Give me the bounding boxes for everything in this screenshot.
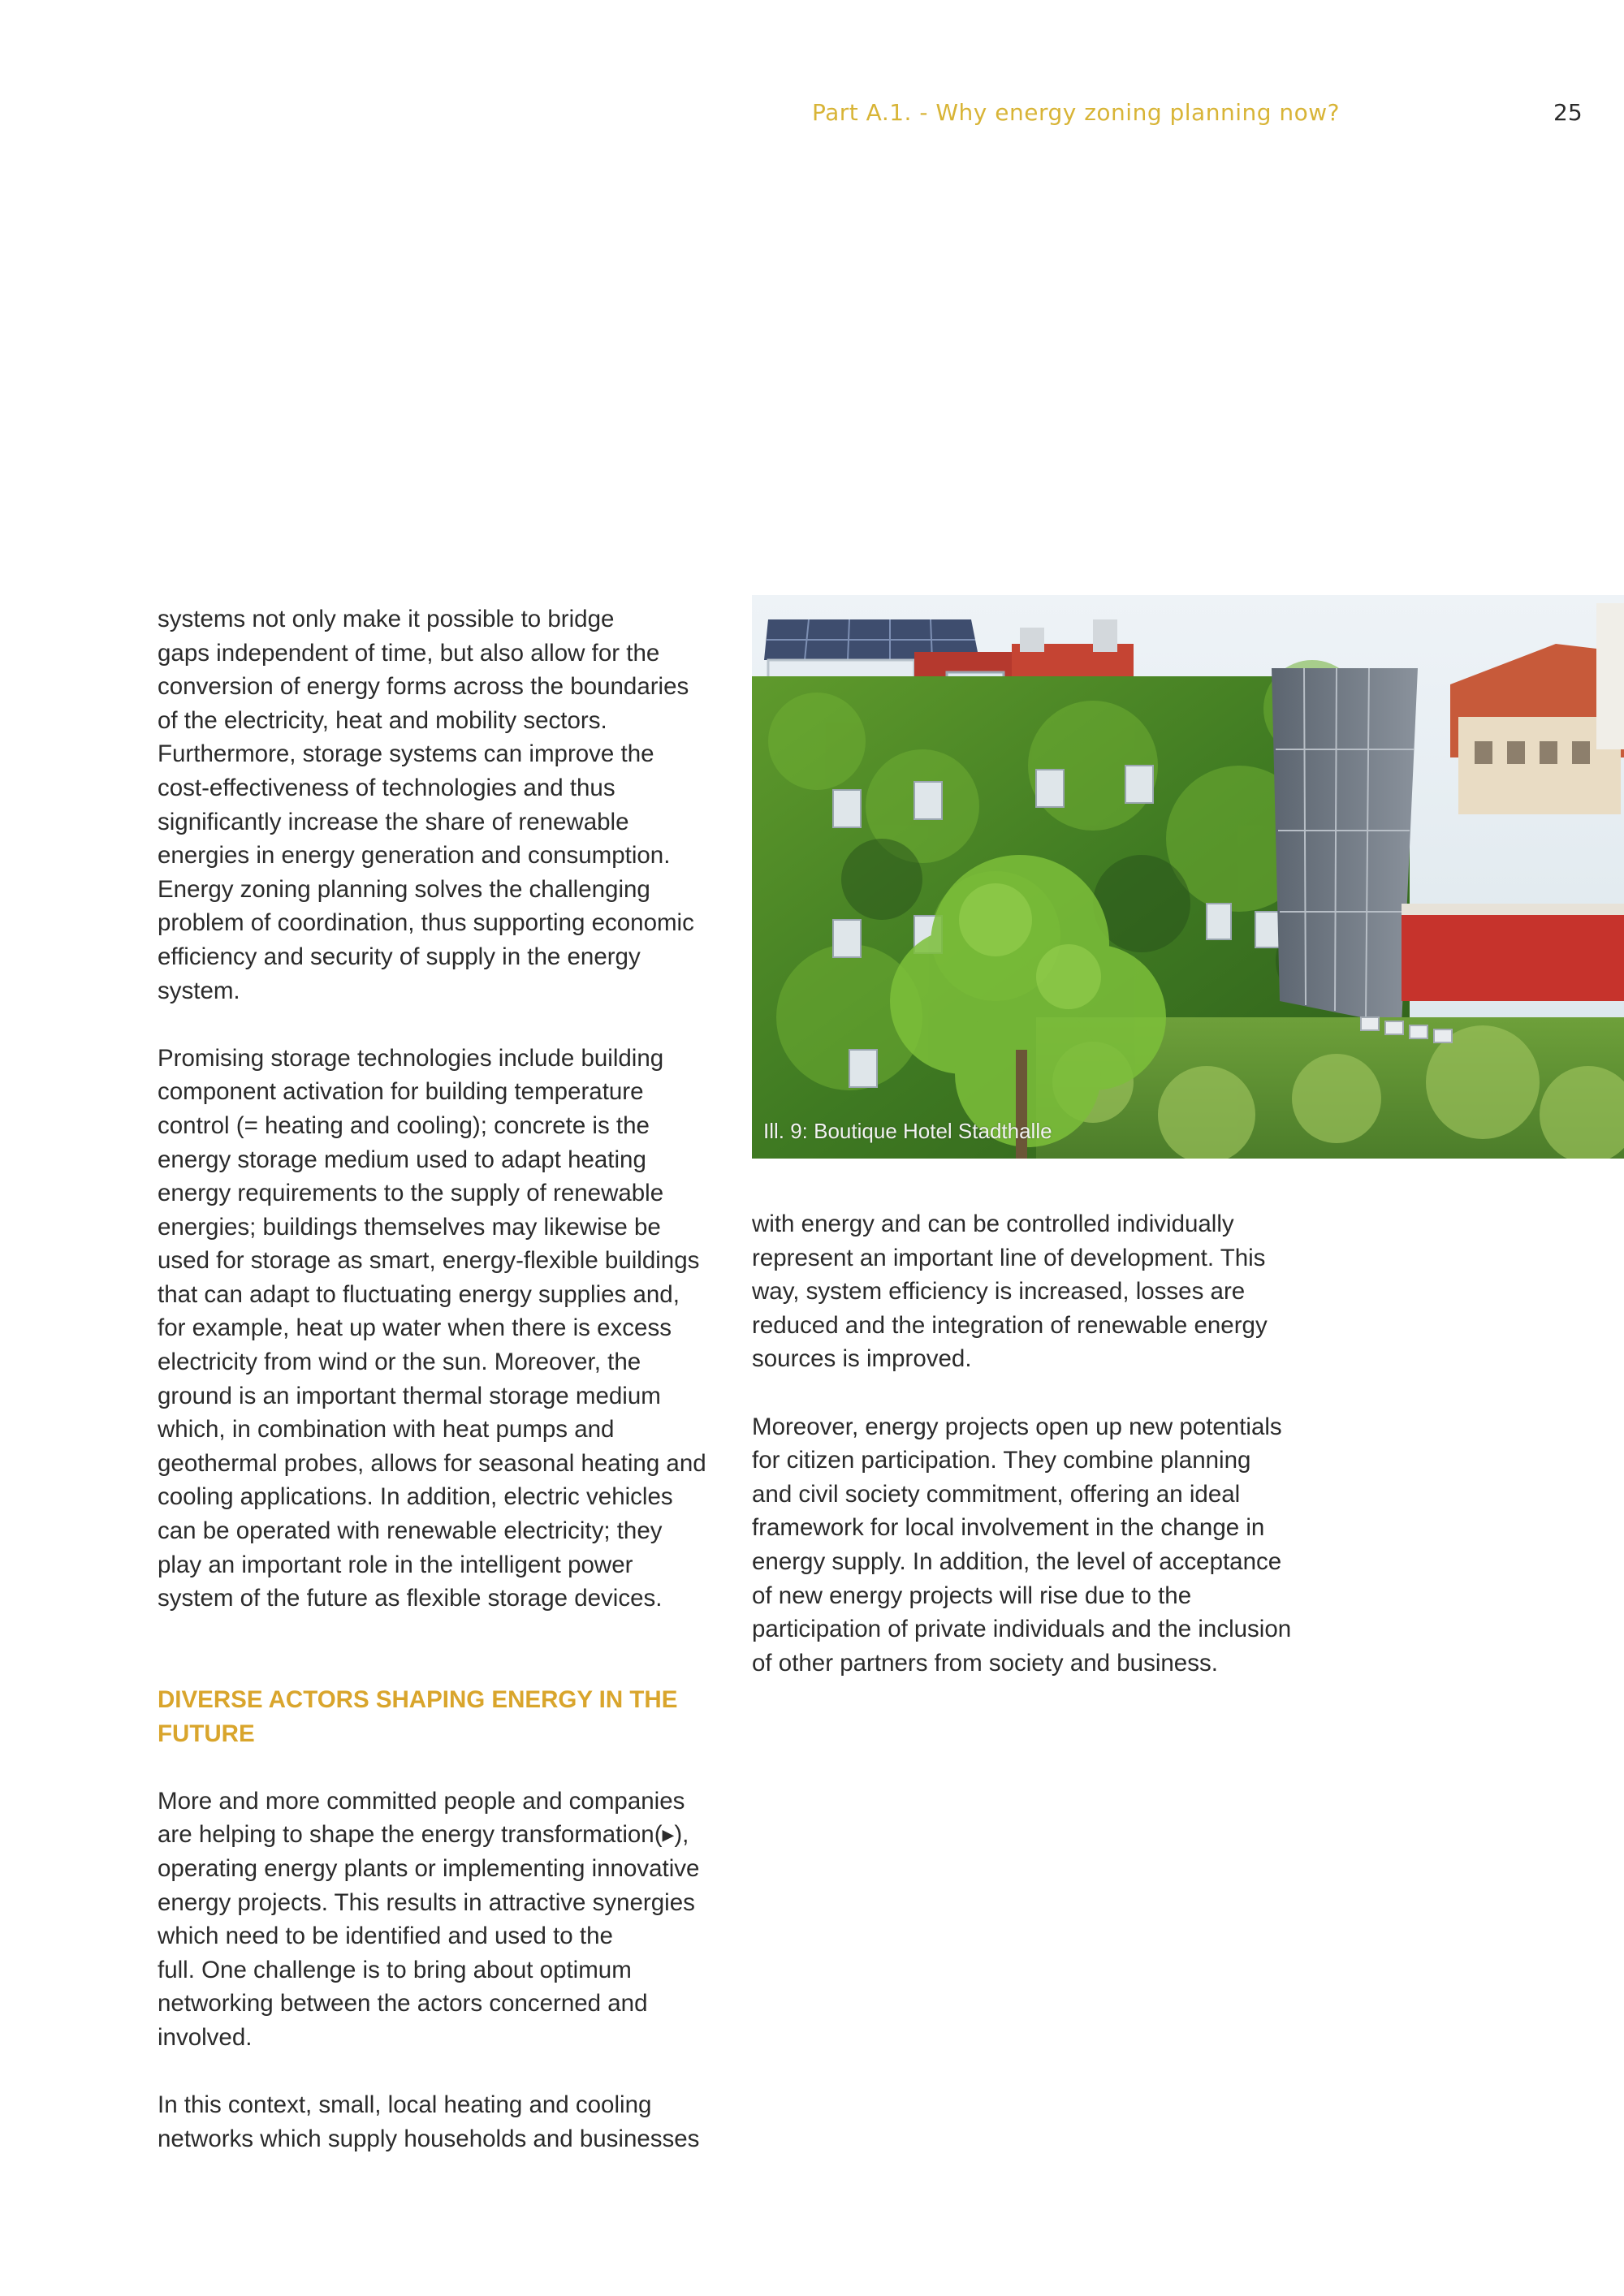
body-paragraph: with energy and can be controlled individually represent an important line of development. This way, system efficiency is increased, losses are reduced and the integration of renewable energy sources is improved. <box>752 1211 1268 1373</box>
figure-caption: Ill. 9: Boutique Hotel Stadthalle <box>763 1119 1052 1143</box>
body-paragraph: systems not only make it possible to bridge gaps independent of time, but also allow for the conversion of energy forms across the boundaries of the electricity, heat and mobility sectors. Furthermore, storage systems can improve the cost-effectiveness of technologies and thus significantly increase the share of renewable energies in energy generation and consumption. Energy zoning planning solves the challenging problem of coordination, thus supporting economic efficiency and security of supply in the energy system. <box>158 606 694 1004</box>
body-paragraph: Moreover, energy projects open up new potentials for citizen participation. They combine planning and civil society commitment, offering an ideal framework for local involvement in the change in energy supply. In addition, the level of acceptance of new energy projects will rise due to the participation of private individuals and the inclusion of other partners from society and business. <box>752 1413 1292 1677</box>
green-facade-illustration <box>752 595 1624 1159</box>
section-heading: DIVERSE ACTORS SHAPING ENERGY IN THE FUTURE <box>158 1686 678 1747</box>
running-header: Part A.1. - Why energy zoning planning now? <box>812 99 1341 126</box>
body-paragraph: Promising storage technologies include building component activation for building temperature control (= heating and cooling); concrete is the energy storage medium used to adapt heating energy requirements to the supply of renewable energies; buildings themselves may likewise be used for storage as smart, energy-flexible buildings that can adapt to fluctuating energy supplies and, for example, heat up water when there is excess electricity from wind or the sun. Moreover, the ground is an important thermal storage medium which, in combination with heat pumps and geothermal probes, allows for seasonal heating and cooling applications. In addition, electric vehicles can be operated with renewable electricity; they play an important role in the intelligent power system of the future as flexible storage devices. <box>158 1044 706 1612</box>
right-column <box>752 1207 1320 1714</box>
hotel-photo <box>752 595 1624 1159</box>
page-number: 25 <box>1553 99 1583 126</box>
body-paragraph: More and more committed people and companies are helping to shape the energy transformation(▸), operating energy plants or implementing innovative energy projects. This results in attractive synergies which need to be identified and used to the full. One challenge is to bring about optimum networking between the actors concerned and involved. <box>158 1787 700 2051</box>
left-column <box>158 602 726 2190</box>
body-paragraph: In this context, small, local heating and cooling networks which supply households and businesses <box>158 2091 700 2152</box>
